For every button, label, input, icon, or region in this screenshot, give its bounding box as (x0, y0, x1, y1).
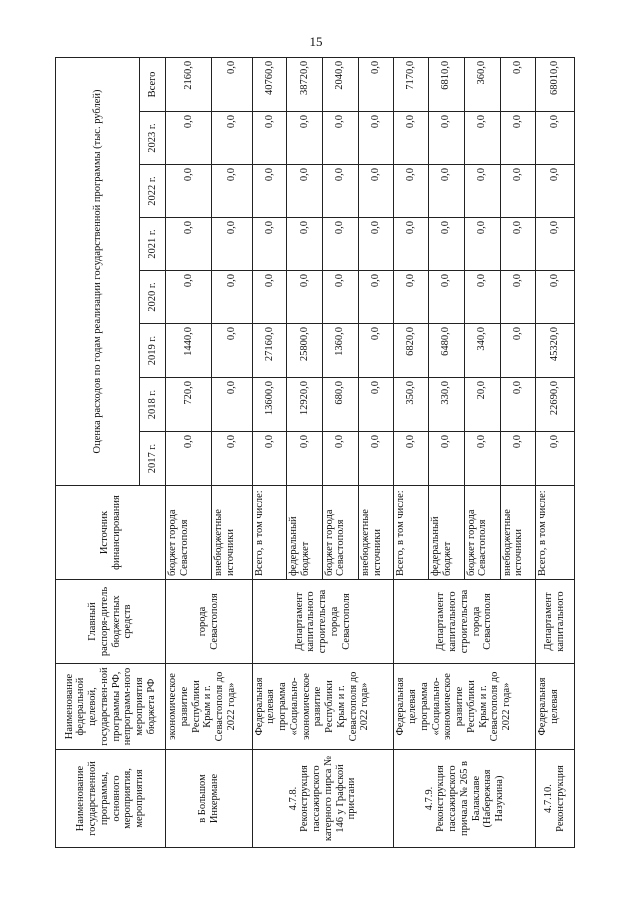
header-year: 2017 г. (140, 432, 166, 486)
total-value-cell: 2040,0 (322, 57, 358, 111)
total-value-cell: 6810,0 (429, 57, 464, 111)
year-value-cell: 0,0 (358, 432, 393, 486)
year-value-cell: 0,0 (500, 112, 535, 165)
table-row (252, 57, 287, 847)
year-value-cell: 0,0 (394, 112, 429, 165)
year-value-cell: 0,0 (211, 218, 252, 271)
funding-source-cell: бюджет города Севастополя (166, 486, 212, 580)
header-year: 2019 г. (140, 324, 166, 378)
header-year: 2022 г. (140, 165, 166, 218)
table-body (166, 57, 575, 847)
funding-source-cell: внебюджетные источники (500, 486, 535, 580)
rotated-table-container (55, 58, 575, 848)
funding-source-cell: Всего, в том числе: (394, 486, 429, 580)
year-value-cell: 330,0 (429, 378, 464, 432)
year-value-cell: 680,0 (322, 378, 358, 432)
table-row (536, 57, 575, 847)
federal-program-cell: Федеральная целевая (536, 664, 575, 750)
year-value-cell: 25800,0 (287, 324, 322, 378)
header-year: 2020 г. (140, 271, 166, 324)
year-value-cell: 0,0 (358, 324, 393, 378)
year-value-cell: 0,0 (464, 271, 500, 324)
funding-source-cell: внебюджетные источники (211, 486, 252, 580)
header-program-name: Наименование государственной программы, основного мероприятия, мероприятия (56, 750, 166, 848)
budget-manager-cell: Департамент капитального (536, 580, 575, 664)
funding-source-cell: внебюджетные источники (358, 486, 393, 580)
header-expense-estimate: Оценка расходов по годам реализации государственной программы (тыс. рублей) (56, 57, 140, 485)
total-value-cell: 0,0 (500, 57, 535, 111)
total-value-cell: 7170,0 (394, 57, 429, 111)
budget-manager-cell: Департамент капитального строительства города Севастополя (252, 580, 394, 664)
year-value-cell: 0,0 (211, 324, 252, 378)
year-value-cell: 0,0 (358, 165, 393, 218)
year-value-cell: 0,0 (322, 432, 358, 486)
year-value-cell: 0,0 (211, 112, 252, 165)
header-funding-source: Источник финансирования (56, 486, 166, 580)
year-value-cell: 0,0 (211, 271, 252, 324)
year-value-cell: 0,0 (287, 432, 322, 486)
year-value-cell: 27160,0 (252, 324, 287, 378)
funding-source-cell: бюджет города Севастополя (464, 486, 500, 580)
funding-source-cell: Всего, в том числе: (536, 486, 575, 580)
year-value-cell: 0,0 (358, 112, 393, 165)
funding-source-cell: Всего, в том числе: (252, 486, 287, 580)
header-federal-program: Наименование федеральной целевой, государствен-ной программы РФ, непрограмм-ного мероприятия бюджета РФ (56, 664, 166, 750)
year-value-cell: 0,0 (500, 218, 535, 271)
year-value-cell: 0,0 (252, 271, 287, 324)
total-value-cell: 38720,0 (287, 57, 322, 111)
program-name-cell: 4.7.9. Реконструкция пассажирского причала № 265 в Балаклаве (Набережная Назукина) (394, 750, 536, 848)
year-value-cell: 0,0 (429, 218, 464, 271)
year-value-cell: 20,0 (464, 378, 500, 432)
header-year: 2021 г. (140, 218, 166, 271)
page-number: 15 (309, 34, 323, 49)
table-row (394, 57, 429, 847)
year-value-cell: 0,0 (252, 432, 287, 486)
year-value-cell: 0,0 (394, 218, 429, 271)
year-value-cell: 0,0 (287, 218, 322, 271)
year-value-cell: 340,0 (464, 324, 500, 378)
year-value-cell: 0,0 (536, 112, 575, 165)
year-value-cell: 0,0 (358, 218, 393, 271)
year-value-cell: 0,0 (166, 271, 212, 324)
year-value-cell: 0,0 (394, 432, 429, 486)
year-value-cell: 0,0 (358, 378, 393, 432)
year-value-cell: 0,0 (429, 112, 464, 165)
year-value-cell: 0,0 (322, 165, 358, 218)
budget-manager-cell: Департамент капитального строительства города Севастополя (394, 580, 536, 664)
year-value-cell: 0,0 (500, 165, 535, 218)
year-value-cell: 0,0 (358, 271, 393, 324)
funding-source-cell: бюджет города Севастополя (322, 486, 358, 580)
header-year: 2018 г. (140, 378, 166, 432)
year-value-cell: 0,0 (287, 271, 322, 324)
federal-program-cell: экономическое развитие Республики Крым и г. Севастополя до 2022 года» (166, 664, 253, 750)
year-value-cell: 0,0 (287, 112, 322, 165)
budget-manager-cell: города Севастополя (166, 580, 253, 664)
year-value-cell: 13600,0 (252, 378, 287, 432)
total-value-cell: 0,0 (211, 57, 252, 111)
program-name-cell: 4.7.10. Реконструкция (536, 750, 575, 848)
year-value-cell: 6480,0 (429, 324, 464, 378)
year-value-cell: 0,0 (322, 271, 358, 324)
year-value-cell: 0,0 (287, 165, 322, 218)
year-value-cell: 0,0 (464, 165, 500, 218)
header-budget-manager: Главный распоря-дитель бюджетных средств (56, 580, 166, 664)
year-value-cell: 0,0 (252, 165, 287, 218)
year-value-cell: 350,0 (394, 378, 429, 432)
year-value-cell: 0,0 (211, 432, 252, 486)
total-value-cell: 2160,0 (166, 57, 212, 111)
total-value-cell: 360,0 (464, 57, 500, 111)
header-total: Всего (140, 57, 166, 111)
year-value-cell: 0,0 (429, 271, 464, 324)
year-value-cell: 22690,0 (536, 378, 575, 432)
year-value-cell: 6820,0 (394, 324, 429, 378)
federal-program-cell: Федеральная целевая программа «Социально-экономическое развитие Республики Крым и г. Севастополя до 2022 года» (252, 664, 394, 750)
year-value-cell: 0,0 (211, 378, 252, 432)
year-value-cell: 45320,0 (536, 324, 575, 378)
year-value-cell: 0,0 (166, 165, 212, 218)
year-value-cell: 0,0 (464, 432, 500, 486)
year-value-cell: 0,0 (322, 218, 358, 271)
year-value-cell: 0,0 (500, 432, 535, 486)
year-value-cell: 0,0 (166, 432, 212, 486)
year-value-cell: 0,0 (464, 218, 500, 271)
year-value-cell: 720,0 (166, 378, 212, 432)
table-row (166, 57, 212, 847)
year-value-cell: 0,0 (166, 112, 212, 165)
program-name-cell: 4.7.8. Реконструкция пассажирского катерного пирса № 146 у Графской пристани (252, 750, 394, 848)
funding-source-cell: федеральный бюджет (429, 486, 464, 580)
year-value-cell: 0,0 (252, 218, 287, 271)
year-value-cell: 0,0 (536, 271, 575, 324)
year-value-cell: 12920,0 (287, 378, 322, 432)
year-value-cell: 1440,0 (166, 324, 212, 378)
year-value-cell: 0,0 (536, 165, 575, 218)
total-value-cell: 68010,0 (536, 57, 575, 111)
year-value-cell: 1360,0 (322, 324, 358, 378)
year-value-cell: 0,0 (500, 378, 535, 432)
year-value-cell: 0,0 (536, 218, 575, 271)
program-name-cell: в Большом Инкермане (166, 750, 253, 848)
year-value-cell: 0,0 (536, 432, 575, 486)
year-value-cell: 0,0 (322, 112, 358, 165)
funding-source-cell: федеральный бюджет (287, 486, 322, 580)
year-value-cell: 0,0 (166, 218, 212, 271)
year-value-cell: 0,0 (429, 432, 464, 486)
total-value-cell: 0,0 (358, 57, 393, 111)
year-value-cell: 0,0 (500, 271, 535, 324)
year-value-cell: 0,0 (394, 165, 429, 218)
year-value-cell: 0,0 (211, 165, 252, 218)
federal-program-cell: Федеральная целевая программа «Социально-экономическое развитие Республики Крым и г. Севастополя до 2022 года» (394, 664, 536, 750)
year-value-cell: 0,0 (500, 324, 535, 378)
year-value-cell: 0,0 (394, 271, 429, 324)
header-year: 2023 г. (140, 112, 166, 165)
year-value-cell: 0,0 (252, 112, 287, 165)
year-value-cell: 0,0 (464, 112, 500, 165)
budget-table (55, 57, 575, 848)
year-value-cell: 0,0 (429, 165, 464, 218)
total-value-cell: 40760,0 (252, 57, 287, 111)
